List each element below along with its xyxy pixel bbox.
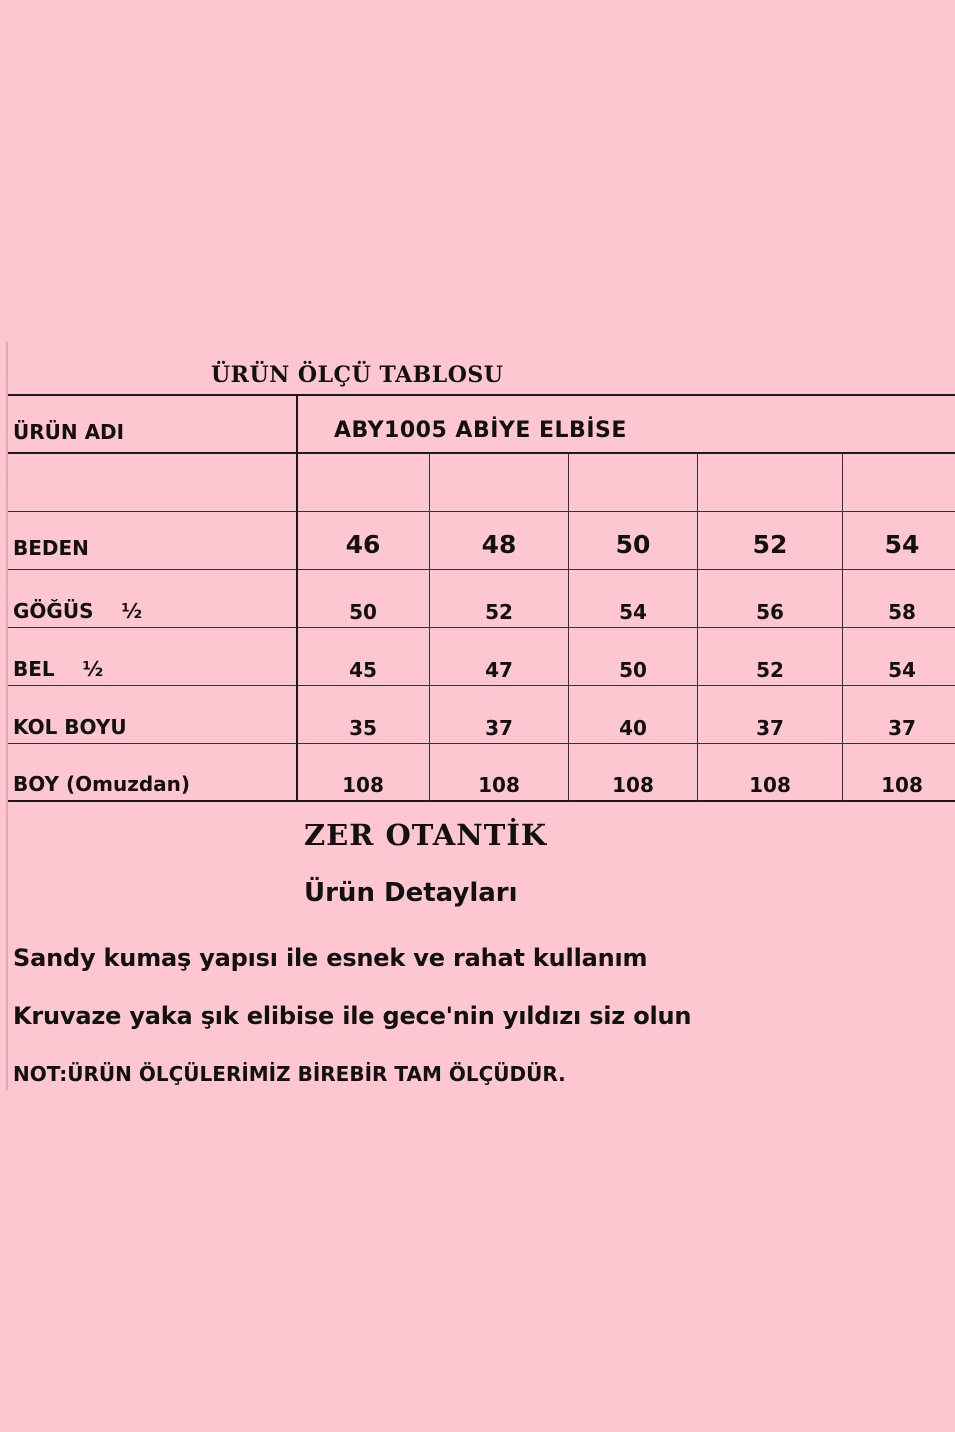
measurement-value: 56 <box>756 600 784 624</box>
chart-title: ÜRÜN ÖLÇÜ TABLOSU <box>211 362 504 388</box>
size-value: 54 <box>884 530 920 559</box>
measurement-value: 47 <box>485 658 513 682</box>
measurement-value: 37 <box>888 716 916 740</box>
grid-line <box>697 453 698 801</box>
grid-line <box>568 453 569 801</box>
product-name: ABY1005 ABİYE ELBİSE <box>334 418 627 443</box>
size-chart-sheet <box>6 342 955 1090</box>
size-value: 52 <box>752 530 788 559</box>
row-label-gogus: GÖĞÜS ½ <box>13 599 143 623</box>
grid-line <box>8 800 955 802</box>
size-label: BEDEN <box>13 536 89 560</box>
measurement-value: 50 <box>349 600 377 624</box>
note-text: NOT:ÜRÜN ÖLÇÜLERİMİZ BİREBİR TAM ÖLÇÜDÜR. <box>13 1062 566 1086</box>
detail-line: Sandy kumaş yapısı ile esnek ve rahat kullanım <box>13 944 648 972</box>
measurement-value: 40 <box>619 716 647 740</box>
sheet-left-edge <box>6 342 8 1090</box>
measurement-value: 108 <box>342 773 384 797</box>
row-label-bel: BEL ½ <box>13 657 104 681</box>
measurement-value: 108 <box>478 773 520 797</box>
grid-line <box>8 685 955 686</box>
grid-line <box>8 511 955 512</box>
measurement-value: 45 <box>349 658 377 682</box>
measurement-value: 54 <box>888 658 916 682</box>
measurement-value: 108 <box>881 773 923 797</box>
details-title: Ürün Detayları <box>304 878 518 908</box>
grid-line <box>8 743 955 744</box>
measurement-value: 37 <box>756 716 784 740</box>
grid-line <box>429 453 430 801</box>
measurement-value: 54 <box>619 600 647 624</box>
product-label: ÜRÜN ADI <box>13 420 125 444</box>
grid-line <box>8 394 955 396</box>
measurement-value: 108 <box>612 773 654 797</box>
row-label-boy: BOY (Omuzdan) <box>13 772 191 796</box>
row-label-kol-boyu: KOL BOYU <box>13 715 127 739</box>
size-value: 46 <box>345 530 381 559</box>
grid-line <box>8 452 955 454</box>
grid-line <box>842 453 843 801</box>
size-value: 48 <box>481 530 517 559</box>
size-value: 50 <box>615 530 651 559</box>
measurement-value: 58 <box>888 600 916 624</box>
measurement-value: 52 <box>756 658 784 682</box>
measurement-value: 52 <box>485 600 513 624</box>
brand-name: ZER OTANTİK <box>304 818 548 852</box>
measurement-value: 50 <box>619 658 647 682</box>
measurement-value: 37 <box>485 716 513 740</box>
measurement-value: 108 <box>749 773 791 797</box>
grid-line <box>8 569 955 570</box>
grid-line <box>8 627 955 628</box>
grid-line <box>296 394 298 802</box>
detail-line: Kruvaze yaka şık elibise ile gece'nin yıldızı siz olun <box>13 1002 692 1030</box>
measurement-value: 35 <box>349 716 377 740</box>
